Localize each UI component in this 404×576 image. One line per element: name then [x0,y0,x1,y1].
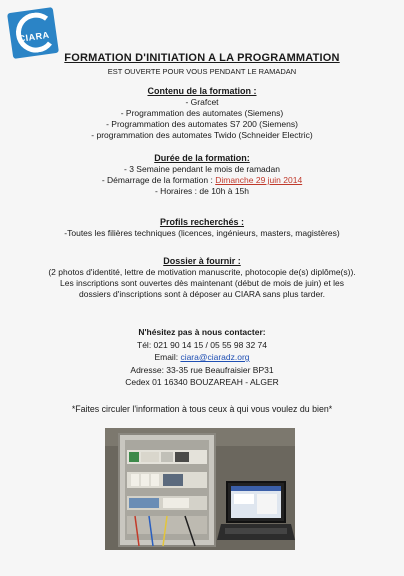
dossier-heading: Dossier à fournir : [163,256,241,266]
contenu-item: - Programmation des automates S7 200 (Siemens) [106,119,298,129]
duree-line: - 3 Semaine pendant le mois de ramadan [124,164,280,174]
dossier-section [0,256,404,300]
duree-section [0,153,404,197]
profils-heading: Profils recherchés : [159,217,245,227]
flyer-subtitle: EST OUVERTE POUR VOUS PENDANT LE RAMADAN [107,67,297,76]
flyer-title: FORMATION D'INITIATION A LA PROGRAMMATION [64,52,340,64]
contenu-section [0,86,404,141]
contenu-item: - programmation des automates Twido (Schneider Electric) [91,130,313,140]
contact-address: Adresse: 33-35 rue Beaufraisier BP31 [130,364,274,375]
logo-text: CIARA [18,29,51,45]
contenu-heading: Contenu de la formation : [147,86,257,96]
contact-tel: Tél: 021 90 14 15 / 05 55 98 32 74 [137,339,267,350]
start-date: Dimanche 29 juin 2014 [215,175,303,185]
footer-note: *Faites circuler l'information à tous ceux à qui vous voulez du bien* [71,404,333,414]
training-kit-illustration [105,428,295,550]
contenu-item: - Grafcet [185,97,219,107]
contact-email-row [0,351,404,364]
contenu-item: - Programmation des automates (Siemens) [120,108,284,118]
contact-section [0,326,404,389]
duree-start [0,175,404,186]
training-kit-photo [105,428,295,550]
duree-start-label: - Démarrage de la formation : [101,175,216,185]
email-label: Email: [154,352,181,362]
email-link[interactable]: ciara@ciaradz.org [180,352,250,362]
profils-text: -Toutes les filières techniques (licences, ingénieurs, masters, magistères) [64,228,340,238]
dossier-line: dossiers d'inscriptions sont à déposer au CIARA sans plus tarder. [79,289,325,299]
dossier-line: (2 photos d'identité, lettre de motivation manuscrite, photocopie de(s) diplôme(s)). [48,267,356,277]
contact-heading: N'hésitez pas à nous contacter: [138,327,266,337]
contact-address: Cedex 01 16340 BOUZAREAH - ALGER [125,377,279,387]
duree-line: - Horaires : de 10h à 15h [154,186,250,196]
duree-heading: Durée de la formation: [154,153,250,163]
profils-section [0,217,404,239]
dossier-line: Les inscriptions sont ouvertes dès maintenant (début de mois de juin) et les [60,278,344,288]
